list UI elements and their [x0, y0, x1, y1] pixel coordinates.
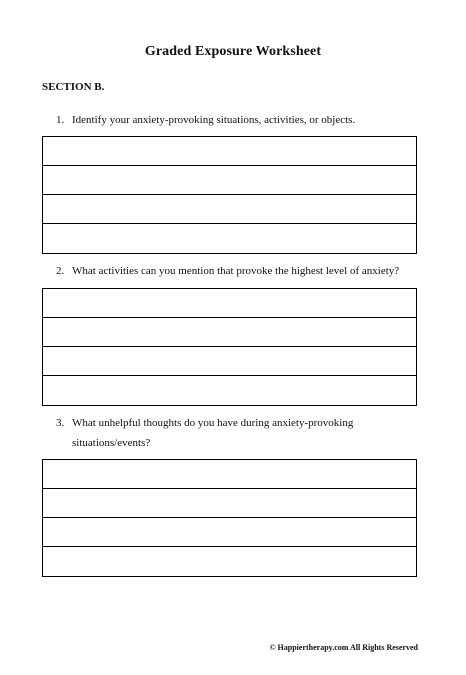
answer-field[interactable] [43, 166, 416, 195]
question-text: Identify your anxiety-provoking situations, activities, or objects. [72, 114, 356, 126]
answer-field[interactable] [43, 318, 416, 347]
question-text: What activities can you mention that provoke the highest level of anxiety? [72, 265, 400, 277]
answer-table-3 [42, 459, 417, 577]
answer-field[interactable] [43, 347, 416, 376]
answer-field[interactable] [43, 460, 416, 489]
answer-table-2 [42, 288, 417, 406]
question-2 [56, 261, 401, 281]
answer-table-1 [42, 136, 417, 254]
worksheet-title: Graded Exposure Worksheet [144, 44, 322, 59]
answer-field[interactable] [43, 195, 416, 224]
question-number: 2. [56, 265, 65, 277]
question-3 [56, 413, 401, 453]
copyright-footer: © Happiertherapy.com All Rights Reserved [269, 643, 418, 652]
answer-field[interactable] [43, 547, 416, 576]
question-number: 3. [56, 417, 65, 429]
answer-field[interactable] [43, 289, 416, 318]
answer-field[interactable] [43, 376, 416, 405]
answer-field[interactable] [43, 489, 416, 518]
question-1 [56, 110, 401, 130]
section-heading: SECTION B. [42, 81, 105, 93]
answer-field[interactable] [43, 224, 416, 253]
answer-field[interactable] [43, 518, 416, 547]
question-number: 1. [56, 114, 65, 126]
answer-field[interactable] [43, 137, 416, 166]
question-text: What unhelpful thoughts do you have during anxiety-provoking [72, 417, 354, 429]
question-text-continued: situations/events? [72, 437, 151, 449]
